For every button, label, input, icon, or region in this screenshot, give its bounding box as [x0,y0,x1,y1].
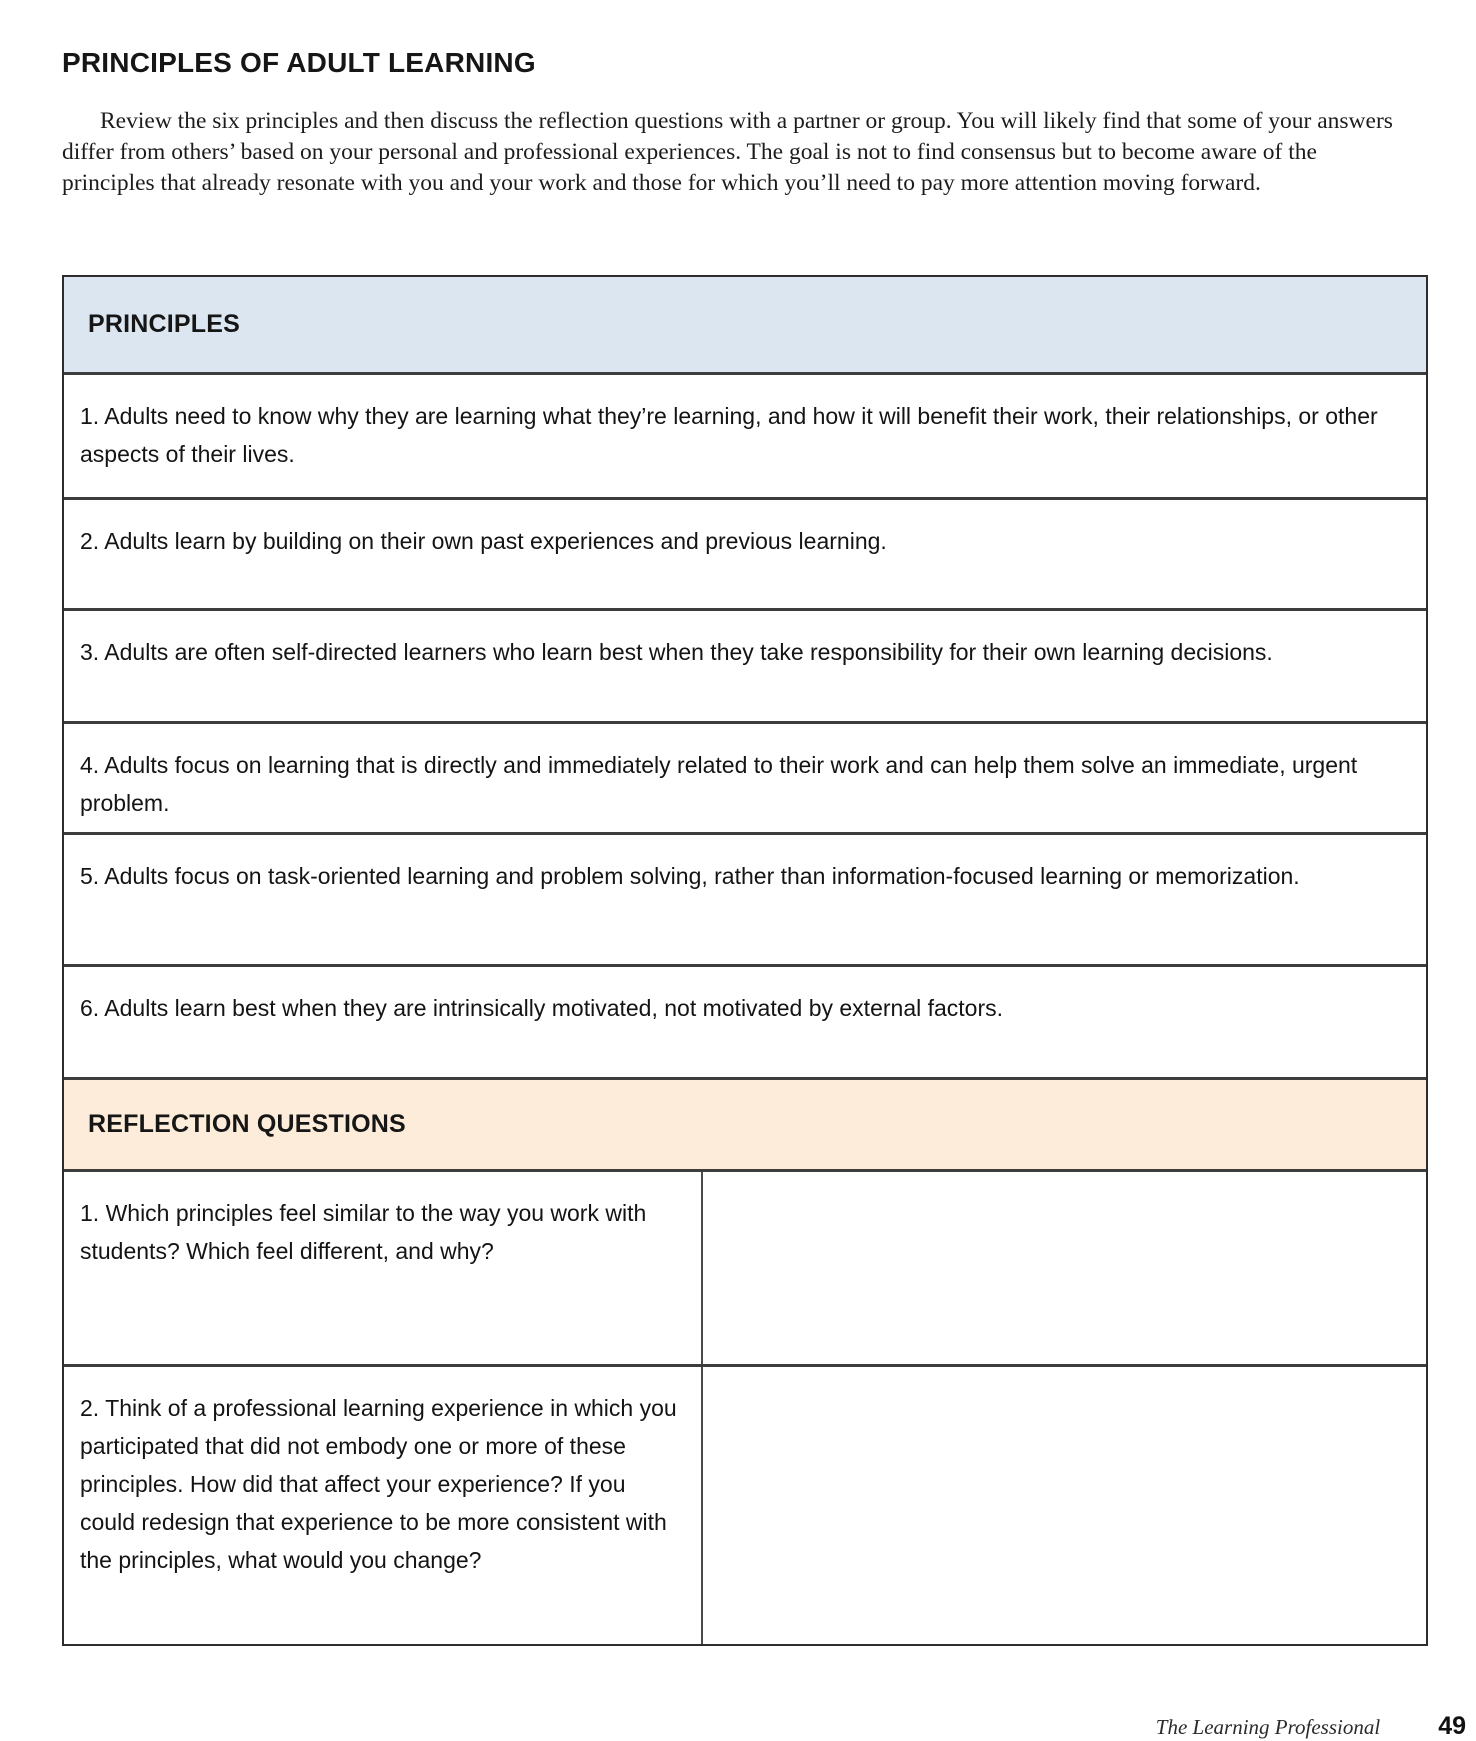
principle-row-6: 6. Adults learn best when they are intrinsically motivated, not motivated by external factors. [64,964,1426,1077]
principle-row-3: 3. Adults are often self-directed learners who learn best when they take responsibility for their own learning decisions. [64,608,1426,721]
reflection-row-1 [64,1169,1426,1364]
question-cell-1: 1. Which principles feel similar to the way you work with students? Which feel different, and why? [64,1172,703,1364]
principles-table [62,275,1428,1646]
page-number: 49 [1438,1712,1466,1740]
journal-title: The Learning Professional [1155,1715,1381,1739]
principles-header-label: PRINCIPLES [88,310,241,338]
page-title: PRINCIPLES OF ADULT LEARNING [62,47,536,78]
principle-row-4: 4. Adults focus on learning that is directly and immediately related to their work and can help them solve an immediate, urgent problem. [64,721,1426,832]
reflection-questions-header [64,1077,1426,1169]
answer-cell-2 [703,1367,1426,1644]
principles-header [64,277,1426,372]
question-cell-2: 2. Think of a professional learning experience in which you participated that did not embody one or more of these principles. How did that affect your experience? If you could redesign that experience to be more consistent with the principles, what would you change? [64,1367,703,1644]
principle-row-2: 2. Adults learn by building on their own past experiences and previous learning. [64,497,1426,608]
reflection-questions-header-label: REFLECTION QUESTIONS [88,1110,406,1138]
principle-row-1: 1. Adults need to know why they are learning what they’re learning, and how it will benefit their work, their relationships, or other aspects of their lives. [64,372,1426,497]
page-content [62,0,1428,1646]
page-footer [62,1712,1466,1741]
principle-row-5: 5. Adults focus on task-oriented learning and problem solving, rather than information-focused learning or memorization. [64,832,1426,964]
intro-paragraph: Review the six principles and then discuss the reflection questions with a partner or group. You will likely find that some of your answers differ from others’ based on your personal and professional experiences. The goal is not to find consensus but to become aware of the principles that already resonate with you and your work and those for which you’ll need to pay more attention moving forward. [62,108,1393,196]
reflection-row-2 [64,1364,1426,1644]
answer-cell-1 [703,1172,1426,1364]
